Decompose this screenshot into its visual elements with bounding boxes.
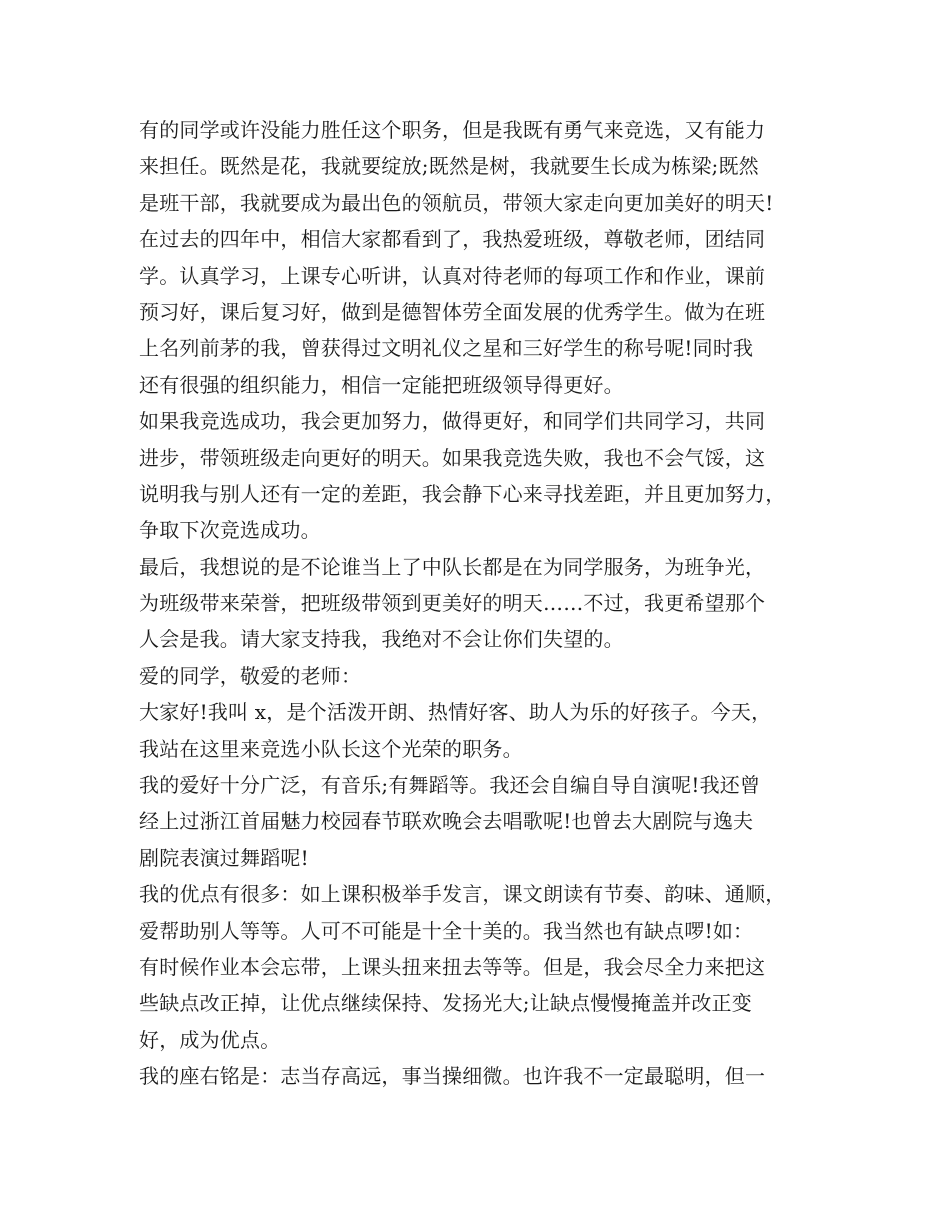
- text-line: 我的爱好十分广泛，有音乐;有舞蹈等。我还会自编自导自演呢!我还曾: [139, 773, 761, 798]
- text-line: 预习好，课后复习好，做到是德智体劳全面发展的优秀学生。做为在班: [139, 299, 766, 324]
- text-line: 我站在这里来竞选小队长这个光荣的职务。: [139, 736, 523, 761]
- text-line: 我的优点有很多：如上课积极举手发言，课文朗读有节奏、韵味、通顺，: [139, 882, 786, 907]
- text-line: 有时候作业本会忘带，上课头扭来扭去等等。但是，我会尽全力来把这: [139, 954, 766, 979]
- text-line: 些缺点改正掉，让优点继续保持、发扬光大;让缺点慢慢掩盖并改正变: [139, 991, 752, 1016]
- text-line: 我的座右铭是：志当存高远，事当操细微。也许我不一定最聪明，但一: [139, 1064, 766, 1089]
- text-line: 爱的同学，敬爱的老师：: [139, 663, 362, 688]
- text-line: 剧院表演过舞蹈呢!: [139, 845, 309, 870]
- text-line: 好，成为优点。: [139, 1027, 281, 1052]
- text-line: 在过去的四年中，相信大家都看到了，我热爱班级，尊敬老师，团结同: [139, 227, 766, 252]
- text-line: 是班干部，我就要成为最出色的领航员，带领大家走向更加美好的明天!: [139, 190, 774, 215]
- text-line: 学。认真学习，上课专心听讲，认真对待老师的每项工作和作业，课前: [139, 263, 766, 288]
- text-line: 爱帮助别人等等。人可不可能是十全十美的。我当然也有缺点啰!如：: [139, 918, 754, 943]
- text-line: 最后，我想说的是不论谁当上了中队长都是在为同学服务，为班争光，: [139, 554, 766, 579]
- text-line: 人会是我。请大家支持我，我绝对不会让你们失望的。: [139, 627, 624, 652]
- text-line: 如果我竞选成功，我会更加努力，做得更好，和同学们共同学习，共同: [139, 409, 766, 434]
- text-line: 说明我与别人还有一定的差距，我会静下心来寻找差距，并且更加努力，: [139, 481, 786, 506]
- text-line: 进步，带领班级走向更好的明天。如果我竞选失败，我也不会气馁，这: [139, 445, 766, 470]
- text-line: 来担任。既然是花，我就要绽放;既然是树，我就要生长成为栋梁;既然: [139, 154, 759, 179]
- text-line: 上名列前茅的我，曾获得过文明礼仪之星和三好学生的称号呢!同时我: [139, 336, 754, 361]
- text-line: 经上过浙江首届魅力校园春节联欢晚会去唱歌呢!也曾去大剧院与逸夫: [139, 809, 754, 834]
- text-line: 争取下次竞选成功。: [139, 518, 321, 543]
- text-line: 大家好!我叫 x，是个活泼开朗、热情好客、助人为乐的好孩子。今天，: [139, 700, 772, 725]
- text-line: 还有很强的组织能力，相信一定能把班级领导得更好。: [139, 372, 624, 397]
- text-line: 有的同学或许没能力胜任这个职务，但是我既有勇气来竞选，又有能力: [139, 118, 766, 142]
- text-line: 为班级带来荣誉，把班级带领到更美好的明天……不过，我更希望那个: [139, 591, 766, 616]
- document-body: [139, 112, 839, 1095]
